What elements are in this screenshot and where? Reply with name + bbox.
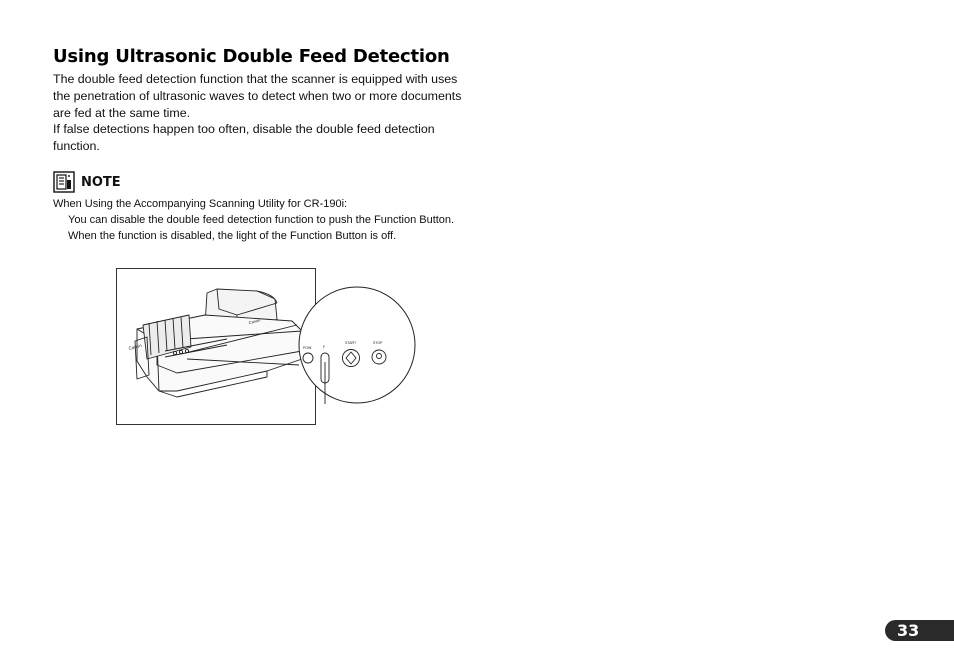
note-intro: When Using the Accompanying Scanning Utility for CR-190i:	[53, 198, 348, 210]
note-document-icon	[53, 171, 75, 193]
start-button-label: START	[345, 341, 357, 345]
section-title: Using Ultrasonic Double Feed Detection	[53, 46, 450, 67]
page-number: 33	[885, 620, 954, 641]
body-paragraph: If false detections happen too often, disable the double feed detection function.	[53, 122, 435, 154]
function-button-label: F	[323, 345, 326, 349]
scanner-hood-brand-label: Canon	[248, 317, 261, 325]
power-button-label: POW	[303, 346, 312, 350]
section-body	[53, 71, 463, 155]
scanner-brand-label: Canon	[128, 342, 143, 351]
body-paragraph: The double feed detection function that the scanner is equipped with uses the penetration of ultrasonic waves to detect when two or more documents are fed at the same time.	[53, 72, 462, 120]
stop-button-label: STOP	[373, 341, 383, 345]
scanner-illustration	[116, 268, 383, 425]
note-text: You can disable the double feed detection function to push the Function Button. When the function is disabled, the light of the Function Button is off.	[68, 214, 455, 242]
note-heading	[53, 171, 121, 193]
note-label: NOTE	[81, 174, 121, 190]
